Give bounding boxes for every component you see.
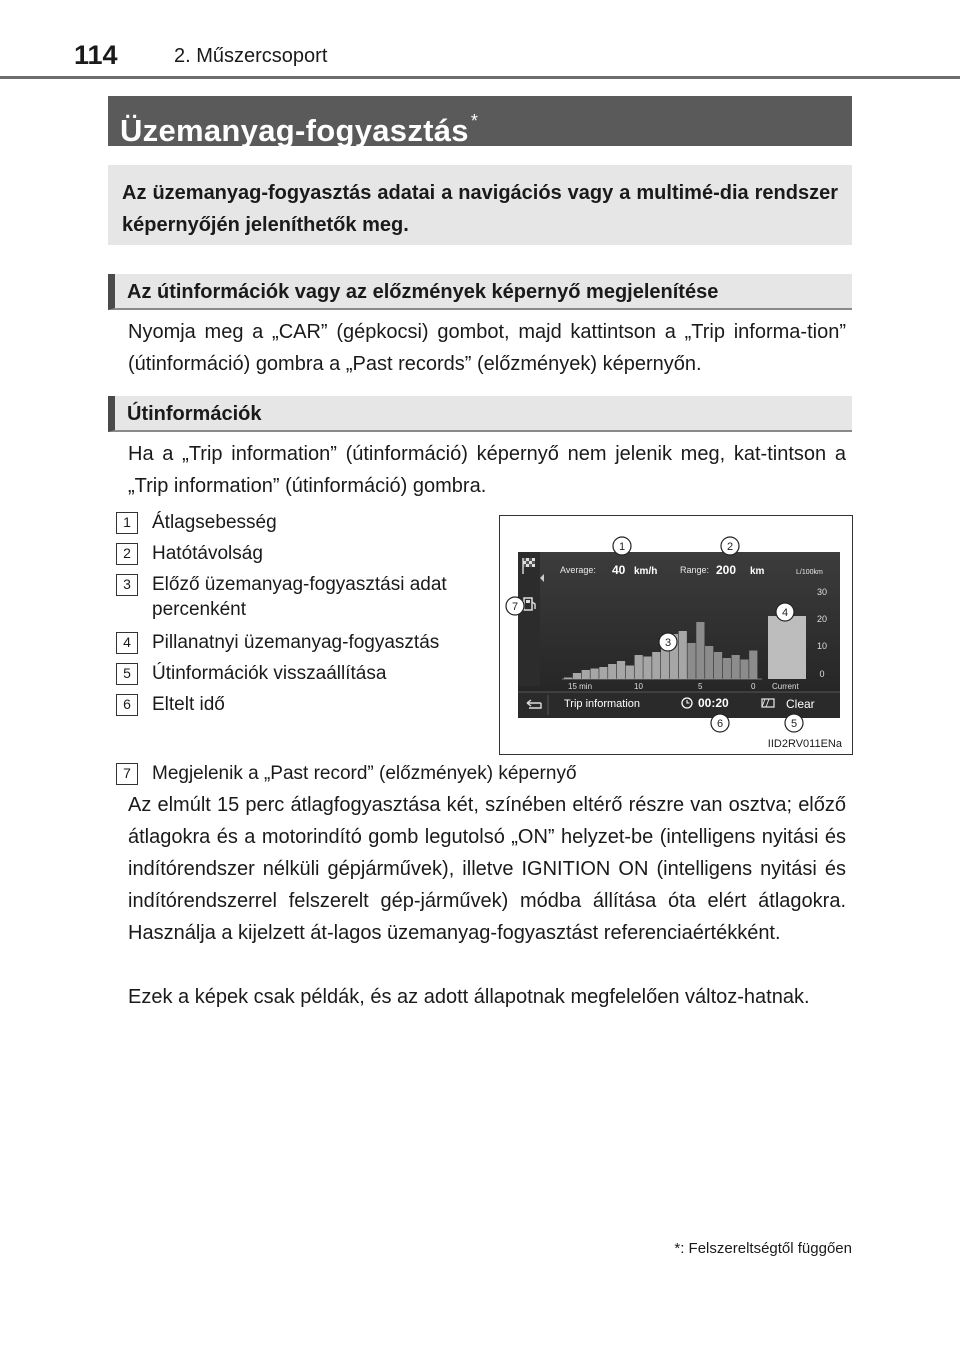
legend-text: Útinformációk visszaállítása: [152, 663, 387, 684]
chart-bar: [635, 655, 643, 679]
footnote: [674, 1240, 852, 1257]
callout-number: 2: [726, 541, 734, 553]
average-unit: km/h: [634, 566, 658, 577]
callout-marker: [711, 714, 729, 732]
title-marker: *: [470, 111, 479, 131]
x-label: 0: [751, 682, 756, 691]
section-title: [108, 96, 852, 146]
trip-screen-svg: [500, 516, 852, 754]
legend-text-line2: percenként: [152, 599, 247, 620]
legend-number: 6: [116, 694, 138, 716]
legend-number: 5: [116, 663, 138, 685]
callout-number: 4: [781, 607, 789, 619]
chart-bar: [582, 670, 590, 679]
body-paragraph-2: Ezek a képek csak példák, és az adott állapotnak megfelelően változ-hatnak.: [128, 986, 810, 1008]
y-tick: 10: [816, 641, 828, 651]
legend-text: Eltelt idő: [152, 694, 225, 715]
chart-bar: [573, 673, 581, 679]
callout-number: 6: [716, 718, 724, 730]
range-unit: km: [750, 566, 765, 577]
callout-marker: [506, 597, 524, 615]
callout-number: 7: [511, 601, 519, 613]
footnote-text: : Felszereltségtől függően: [680, 1240, 852, 1257]
screen-illustration: [499, 515, 853, 755]
body-paragraph-1: Az elmúlt 15 perc átlagfogyasztása két, színében eltérő részre van osztva; előző átlagokra és a motorindító gomb legutolsó „ON” helyzet-be (intelligens nyitási és indítórendszer nélküli gépjárművek), illetve IGNITION ON (intelligens nyitási és indítórendszerrel felszerelt gép-járművek) módba állítása óta elért átlagokra. Használja a kijelzett át-lagos üzemanyag-fogyasztást referenciaértékként.: [128, 794, 846, 944]
callout-marker: [776, 603, 794, 621]
chart-bar: [679, 631, 687, 679]
chart-bar: [626, 666, 634, 680]
chapter-title: 2. Műszercsoport: [174, 45, 328, 67]
legend-text: Megjelenik a „Past record” (előzmények) képernyő: [152, 763, 577, 784]
header-rule: [0, 76, 960, 79]
clear-label: Clear: [786, 697, 815, 711]
callout-number: 1: [618, 541, 626, 553]
image-code: IID2RV011ENa: [767, 738, 842, 750]
unit-label: L/100km: [796, 569, 823, 576]
callout-marker: [785, 714, 803, 732]
range-label: Range:: [680, 565, 710, 575]
chart-bar: [643, 657, 651, 680]
trip-information-label: Trip information: [564, 698, 641, 710]
x-label: 5: [698, 682, 703, 691]
subsection-heading-display: Az útinformációk vagy az előzmények képernyő megjelenítése: [108, 274, 852, 310]
subsection-heading-trip-info: Útinformációk: [108, 396, 852, 432]
callout-marker: [721, 537, 739, 555]
chart-bar: [590, 669, 598, 680]
average-value: 40: [612, 563, 626, 577]
legend-text: Átlagsebesség: [152, 512, 277, 533]
chart-bar: [608, 664, 616, 679]
chart-bar: [740, 660, 748, 680]
display-instructions: Nyomja meg a „CAR” (gépkocsi) gombot, majd kattintson a „Trip informa-tion” (útinformáció) gombra a „Past records” (előzmények) képernyőn.: [128, 321, 846, 375]
callout-number: 5: [790, 718, 798, 730]
chart-bar: [732, 655, 740, 679]
x-label: 10: [634, 682, 643, 691]
legend-number: 2: [116, 543, 138, 565]
elapsed-time-value: 00:20: [698, 696, 729, 710]
chart-bar: [749, 651, 757, 680]
x-label: 15 min: [568, 682, 593, 691]
callout-marker: [659, 633, 677, 651]
callout-number: 3: [664, 637, 672, 649]
intro-box: Az üzemanyag-fogyasztás adatai a navigációs vagy a multimé-dia rendszer képernyőjén jeleníthetők meg.: [108, 165, 852, 245]
chart-bar: [599, 667, 607, 679]
y-tick: 30: [816, 587, 828, 597]
footnote-marker: *: [674, 1240, 681, 1257]
legend-number: 7: [116, 763, 138, 785]
chart-bar: [696, 622, 704, 679]
screen-side-panel: [518, 552, 540, 686]
legend-text: Pillanatnyi üzemanyag-fogyasztás: [152, 632, 440, 653]
y-tick: 0: [819, 669, 825, 679]
trip-info-instructions: Ha a „Trip information” (útinformáció) képernyő nem jelenik meg, kat-tintson a „Trip information” (útinformáció) gombra.: [128, 443, 846, 497]
chart-bar: [564, 678, 572, 680]
average-label: Average:: [560, 565, 596, 575]
legend-number: 1: [116, 512, 138, 534]
y-tick: 20: [816, 614, 828, 624]
chart-bar: [687, 643, 695, 679]
current-consumption-bar: [768, 616, 806, 679]
chart-bar: [617, 661, 625, 679]
section-title-text: Üzemanyag-fogyasztás: [120, 113, 469, 148]
legend-number: 3: [116, 574, 138, 596]
chart-bar: [723, 658, 731, 679]
chart-bar: [714, 652, 722, 679]
legend-text: Előző üzemanyag-fogyasztási adat: [152, 574, 447, 595]
legend-number: 4: [116, 632, 138, 654]
x-label: Current: [772, 682, 799, 691]
page-number: 114: [74, 40, 118, 70]
callout-marker: [613, 537, 631, 555]
chart-bar: [652, 652, 660, 679]
range-value: 200: [716, 563, 737, 577]
chart-bar: [705, 646, 713, 679]
legend-text: Hatótávolság: [152, 543, 263, 564]
